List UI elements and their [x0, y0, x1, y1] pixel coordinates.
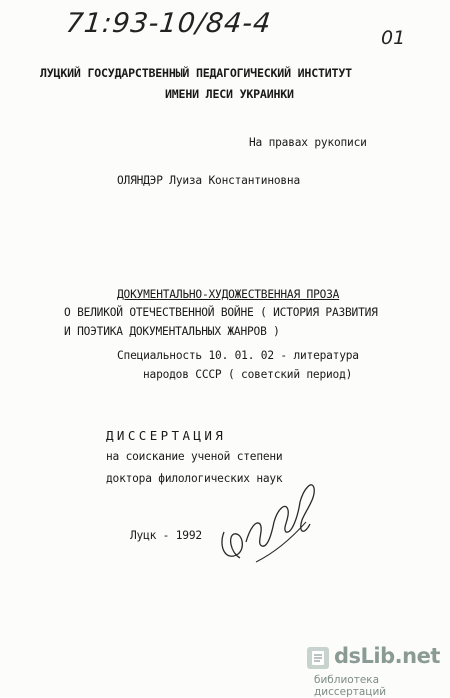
institute-name-continued: ИМЕНИ ЛЕСИ УКРАИНКИ: [165, 87, 294, 101]
place-and-year: Луцк - 1992: [130, 529, 202, 542]
signature-image: [216, 462, 320, 572]
manuscript-rights: На правах рукописи: [249, 136, 367, 149]
archive-number-handwritten: 71:93-10/84-4: [64, 8, 273, 39]
corner-mark-handwritten: 01: [381, 27, 406, 49]
dslib-subtitle: библиотека диссертаций: [314, 674, 387, 698]
degree-line-1: на соискание ученой степени: [106, 450, 283, 463]
specialty-line-2: народов СССР ( советский период): [143, 368, 353, 381]
dissertation-heading: ДИССЕРТАЦИЯ: [106, 428, 227, 443]
institute-name: ЛУЦКИЙ ГОСУДАРСТВЕННЫЙ ПЕДАГОГИЧЕСКИЙ ИНСТИТУТ: [40, 66, 352, 80]
degree-line-2: доктора филологических наук: [106, 472, 283, 485]
title-line-1: ДОКУМЕНТАЛЬНО-ХУДОЖЕСТВЕННАЯ ПРОЗА: [117, 288, 340, 301]
title-line-3: И ПОЭТИКА ДОКУМЕНТАЛЬНЫХ ЖАНРОВ ): [64, 325, 280, 338]
specialty-line-1: Специальность 10. 01. 02 - литература: [117, 349, 359, 362]
dslib-watermark: [306, 644, 446, 698]
author-name: ОЛЯНДЭР Луиза Константиновна: [117, 174, 300, 187]
title-line-2: О ВЕЛИКОЙ ОТЕЧЕСТВЕННОЙ ВОЙНЕ ( ИСТОРИЯ РАЗВИТИЯ: [64, 306, 378, 319]
dslib-logo-icon: [306, 646, 330, 670]
dslib-logo-text: dsLib.net: [334, 644, 440, 668]
